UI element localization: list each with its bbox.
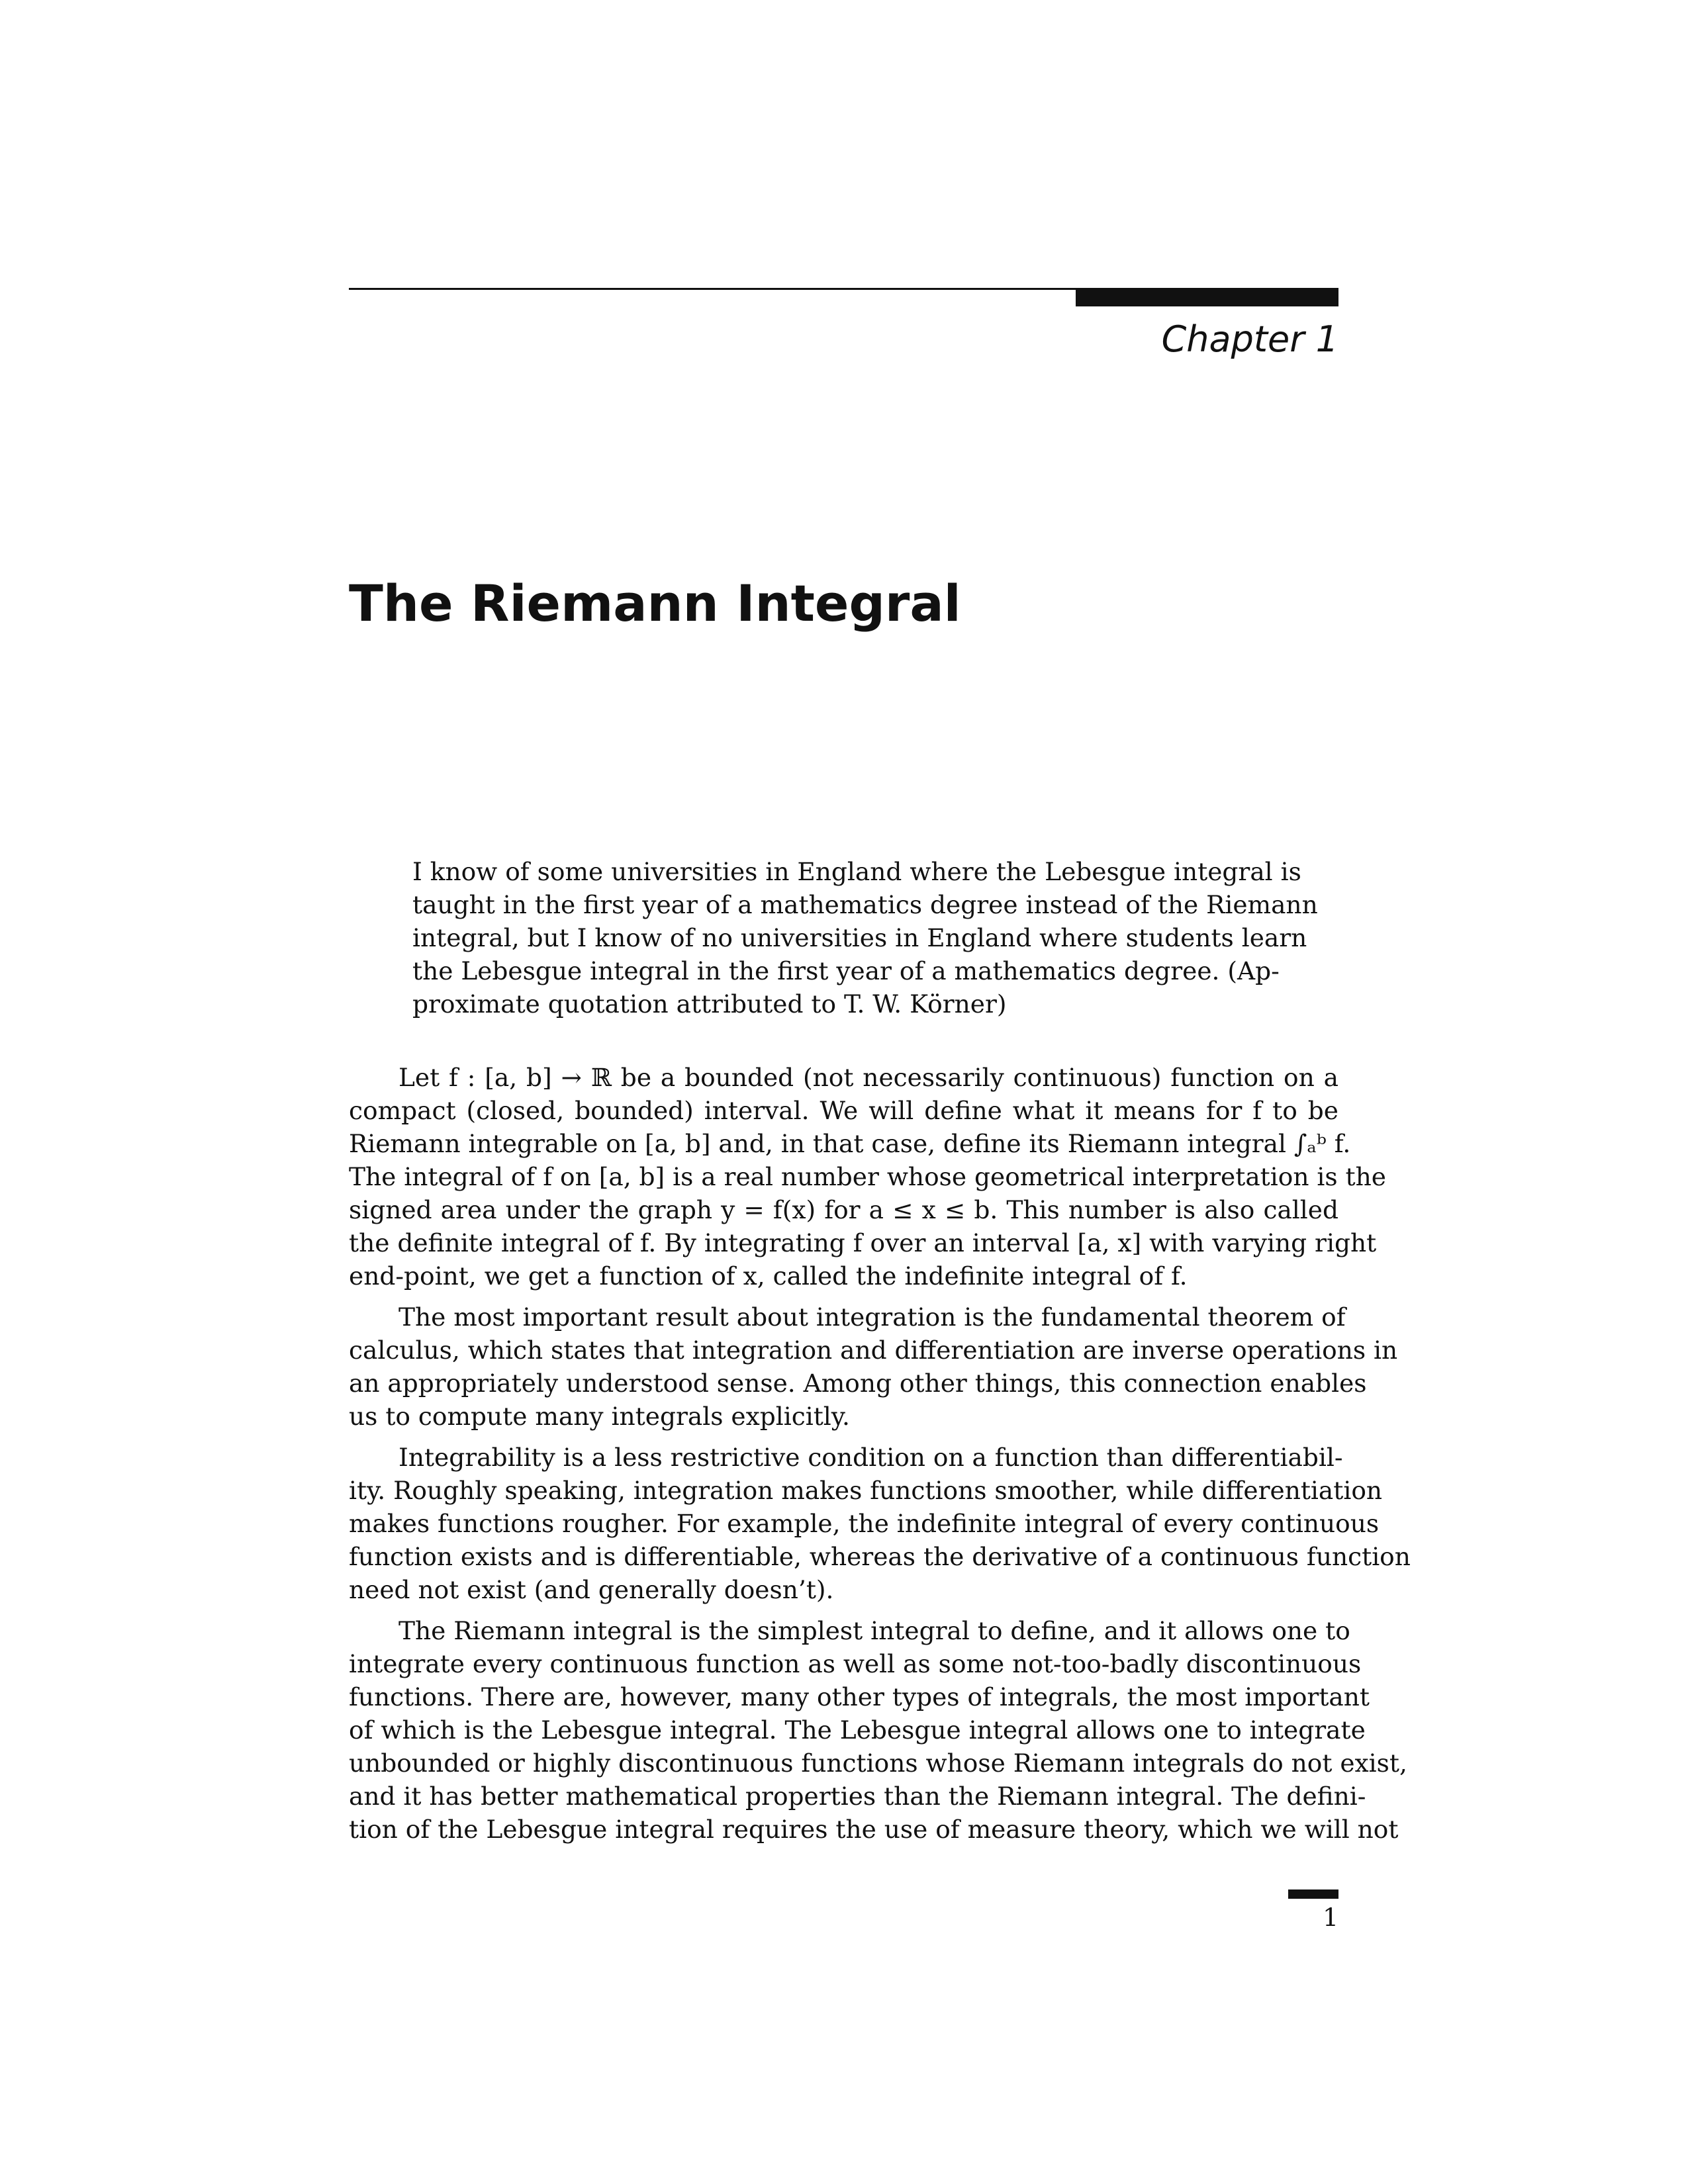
epigraph-line: proximate quotation attributed to T. W. Körner) (412, 989, 1007, 1019)
paragraph (349, 1061, 1386, 1293)
body-text (349, 1061, 1411, 1854)
epigraph (412, 855, 1318, 1021)
epigraph-line: the Lebesgue integral in the first year of a mathematics degree. (Ap- (412, 956, 1280, 985)
paragraph-line: tion of the Lebesgue integral requires the use of measure theory, which we will not (349, 1815, 1399, 1844)
chapter-title: The Riemann Integral (349, 574, 961, 633)
paragraph-line: Let f : [a, b] → ℝ be a bounded (not necessarily continuous) function on a (399, 1063, 1338, 1092)
paragraph-line: integrate every continuous function as well as some not-too-badly discontinuous (349, 1649, 1362, 1678)
paragraph-line: The most important result about integration is the fundamental theorem of (399, 1302, 1346, 1332)
epigraph-line: integral, but I know of no universities in England where students learn (412, 923, 1307, 952)
paragraph-line: calculus, which states that integration and differentiation are inverse operations in (349, 1336, 1398, 1365)
epigraph-line: I know of some universities in England where the Lebesgue integral is (412, 857, 1301, 886)
page-number-bar (1288, 1889, 1338, 1899)
page-number: 1 (1323, 1903, 1338, 1932)
paragraph-line: ity. Roughly speaking, integration makes functions smoother, while differentiation (349, 1476, 1383, 1505)
paragraph-line: signed area under the graph y = f(x) for a ≤ x ≤ b. This number is also called (349, 1195, 1338, 1224)
epigraph-line: taught in the first year of a mathematics degree instead of the Riemann (412, 890, 1318, 919)
paragraph (349, 1300, 1398, 1433)
paragraph-line: function exists and is differentiable, whereas the derivative of a continuous function (349, 1542, 1411, 1571)
paragraph-line: and it has better mathematical properties than the Riemann integral. The defini- (349, 1782, 1366, 1811)
paragraph-line: Integrability is a less restrictive condition on a function than differentiabil- (399, 1443, 1343, 1472)
paragraph-line: functions. There are, however, many other types of integrals, the most important (349, 1682, 1370, 1711)
paragraph (349, 1614, 1407, 1846)
paragraph-line: end-point, we get a function of x, called the indefinite integral of f. (349, 1261, 1188, 1291)
paragraph-line: the definite integral of f. By integrating f over an interval [a, x] with varying right (349, 1228, 1377, 1257)
paragraph-line: us to compute many integrals explicitly. (349, 1402, 850, 1431)
chapter-header-bar (1076, 289, 1338, 306)
paragraph-line: Riemann integrable on [a, b] and, in that case, define its Riemann integral ∫ₐᵇ f. (349, 1129, 1351, 1158)
paragraph-line: The integral of f on [a, b] is a real number whose geometrical interpretation is the (349, 1162, 1386, 1191)
paragraph-line: The Riemann integral is the simplest integral to define, and it allows one to (399, 1616, 1350, 1645)
chapter-label: Chapter 1 (1161, 318, 1338, 360)
paragraph (349, 1441, 1411, 1606)
paragraph-line: need not exist (and generally doesn’t). (349, 1575, 834, 1604)
paragraph-line: makes functions rougher. For example, the indefinite integral of every continuous (349, 1509, 1380, 1538)
paragraph-line: of which is the Lebesgue integral. The Lebesgue integral allows one to integrate (349, 1715, 1366, 1745)
paragraph-line: compact (closed, bounded) interval. We will define what it means for f to be (349, 1096, 1338, 1125)
paragraph-line: an appropriately understood sense. Among other things, this connection enables (349, 1369, 1367, 1398)
paragraph-line: unbounded or highly discontinuous functions whose Riemann integrals do not exist, (349, 1749, 1407, 1778)
